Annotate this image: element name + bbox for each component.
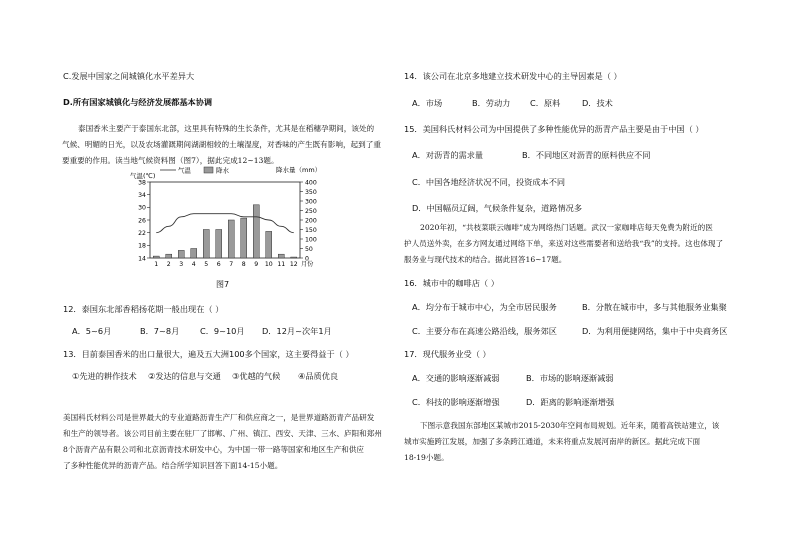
left-tick-label: 18: [138, 242, 146, 250]
x-tick-label: 7: [229, 261, 234, 268]
passage-line: 美国科氏材料公司是世界最大的专业道路沥青生产厂和供应商之一，是世界道路沥青产品研发: [63, 413, 375, 422]
left-axis-label: 气温(℃): [130, 172, 156, 180]
right-tick-label: 400: [305, 179, 317, 187]
x-tick-label: 9: [254, 261, 259, 268]
x-tick-label: 12: [289, 261, 298, 268]
passage-18-19: [404, 418, 720, 466]
q17-option-a: A．交通的影响逐渐减弱: [412, 373, 500, 383]
legend-bar-swatch: [204, 167, 213, 173]
question-17: 17．现代服务业受（ ）: [404, 349, 491, 359]
passage-line: 18-19小题。: [404, 453, 449, 462]
right-axis-label: 降水量（mm）: [276, 166, 322, 174]
q15-option-b: B．不同地区对沥青的原料供应不同: [522, 150, 651, 160]
q17-option-b: B．市场的影响逐渐减弱: [526, 373, 614, 383]
left-tick-label: 34: [138, 191, 146, 199]
right-tick-label: 100: [305, 236, 317, 244]
right-tick-label: 150: [305, 226, 317, 234]
right-tick-label: 300: [305, 198, 317, 206]
passage-line: 服务业与现代技术的结合。据此回答16~17题。: [404, 255, 567, 264]
passage-line: 和生产的领导者。该公司目前主要在驻厂了邯郸、广州、镇江、西安、天津、三水、庐阳和郑州: [63, 429, 382, 438]
x-tick-label: 1: [154, 261, 159, 268]
q13-item-3: ③优越的气候: [232, 371, 281, 381]
precip-bar: [291, 257, 297, 258]
option-d-line: D.所有国家城镇化与经济发展都基本协调: [63, 97, 213, 107]
right-tick-label: 50: [305, 245, 313, 253]
q17-option-c: C．科技的影响逐渐增强: [412, 397, 500, 407]
x-tick-label: 8: [241, 261, 246, 268]
q13-item-1: ①先进的耕作技术: [72, 371, 137, 381]
left-tick-label: 26: [138, 217, 146, 225]
passage-line: 8个沥青产品有限公司和北京沥青技术研发中心，为中国一带一路等国家和地区生产和供应: [63, 445, 364, 454]
x-unit-label: 月份: [301, 261, 314, 268]
x-tick-label: 10: [264, 261, 273, 268]
q14-option-c: C．原料: [530, 98, 561, 108]
question-15: 15．美国科氏材料公司为中国提供了多种性能优异的沥青产品主要是由于中国（ ）: [404, 124, 704, 134]
legend-temperature: 气温: [178, 166, 191, 175]
climate-chart: [130, 164, 330, 276]
x-tick-label: 6: [216, 261, 221, 268]
passage-16-17: [404, 220, 724, 268]
q15-option-d: D．中国幅员辽阔，气候条件复杂，道路情况多: [412, 203, 583, 213]
option-c-line: C.发展中国家之间城镇化水平差异大: [63, 71, 195, 81]
precip-bar: [191, 249, 197, 259]
q16-option-c: C．主要分布在高速公路沿线，服务郊区: [412, 326, 557, 336]
q15-option-c: C．中国各地经济状况不同，投资成本不同: [412, 177, 566, 187]
intro-line: 要重要的作用。读当地气候资料图（图7），据此完成12~13题。: [62, 156, 279, 165]
q12-option-a: A．5~6月: [72, 326, 112, 336]
legend-precipitation: 降水: [216, 166, 229, 175]
q16-option-a: A．均分布于城市中心，为全市居民服务: [412, 302, 557, 312]
x-tick-label: 11: [277, 261, 286, 268]
intro-paragraph: [62, 121, 381, 169]
left-tick-label: 14: [138, 255, 146, 263]
x-tick-label: 3: [179, 261, 184, 268]
left-tick-label: 22: [138, 229, 146, 237]
right-tick-label: 350: [305, 188, 317, 196]
question-13: 13．目前泰国香米的出口量很大，遍及五大洲100多个国家，这主要得益于（ ）: [63, 349, 354, 359]
precip-bar: [241, 218, 247, 258]
precip-bar: [153, 256, 159, 258]
right-tick-label: 250: [305, 207, 317, 215]
q15-option-a: A．对沥青的需求量: [412, 150, 484, 160]
precip-bar: [178, 250, 184, 258]
precip-bar: [216, 230, 222, 259]
passage-line: 城市实施跨江发展，加强了多条跨江通道，未来将重点发展河南岸的新区。据此完成下面: [404, 437, 701, 446]
temperature-line: [156, 214, 294, 233]
right-tick-label: 200: [305, 217, 317, 225]
q14-option-d: D．技术: [582, 98, 613, 108]
q14-option-b: B．劳动力: [472, 98, 511, 108]
left-tick-label: 38: [138, 179, 146, 187]
figure-caption: 图7: [216, 280, 230, 289]
passage-line: 下图示意我国东部地区某城市2015-2030年空间布局规划。近年来，随着高铁站建立，该: [420, 421, 720, 430]
precip-bar: [253, 205, 259, 258]
x-tick-label: 4: [191, 261, 196, 268]
q13-item-2: ②发达的信息与交通: [148, 371, 221, 381]
intro-line: 泰国香米主要产于泰国东北部，这里具有特殊的生长条件，尤其是在稻穗孕期间，该处的: [78, 124, 375, 133]
q14-option-a: A．市场: [412, 98, 443, 108]
q16-option-b: B．分散在城市中，多与其他服务业集聚: [582, 302, 727, 312]
q12-option-b: B．7~8月: [140, 326, 180, 336]
x-tick-label: 5: [204, 261, 209, 268]
precip-bar: [166, 254, 172, 258]
q12-option-c: C．9~10月: [200, 326, 245, 336]
passage-line: 了多种性能优异的沥青产品。结合所学知识回答下面14-15小题。: [63, 461, 283, 470]
q17-option-d: D．距离的影响逐渐增强: [526, 397, 615, 407]
question-16: 16．城市中的咖啡店（ ）: [404, 278, 499, 288]
q12-option-d: D．12月~次年1月: [262, 326, 332, 336]
precip-bar: [203, 230, 209, 259]
precip-bar: [228, 220, 234, 258]
passage-line: 2020年初，“共枝菜联云咖啡”成为网络热门话题。武汉一家咖啡店每天免费为附近的医: [420, 223, 713, 232]
question-12: 12．泰国东北部香稻扬花期一般出现在（ ）: [63, 304, 224, 314]
left-tick-label: 30: [138, 204, 146, 212]
intro-line: 气候、明媚的日光，以及农场灌溉期间湖湖相较的土壤湿度，对香味的产生既有影响，起到了重: [62, 140, 381, 149]
plot-frame: [150, 182, 300, 258]
x-tick-label: 2: [166, 261, 171, 268]
passage-line: 护人员送外卖，在多方网友通过网络下单，来送对这些需要者和送给我“我”的支持。这也体现了: [404, 239, 724, 248]
q16-option-d: D．为利用便捷网络，集中于中央商务区: [582, 326, 728, 336]
right-tick-label: 0: [305, 255, 309, 263]
precip-bar: [266, 231, 272, 258]
passage-14-15: [63, 410, 382, 474]
question-14: 14．该公司在北京多地建立技术研发中心的主导因素是（ ）: [404, 71, 622, 81]
q13-item-4: ④品质优良: [298, 371, 339, 381]
precip-bar: [278, 254, 284, 258]
